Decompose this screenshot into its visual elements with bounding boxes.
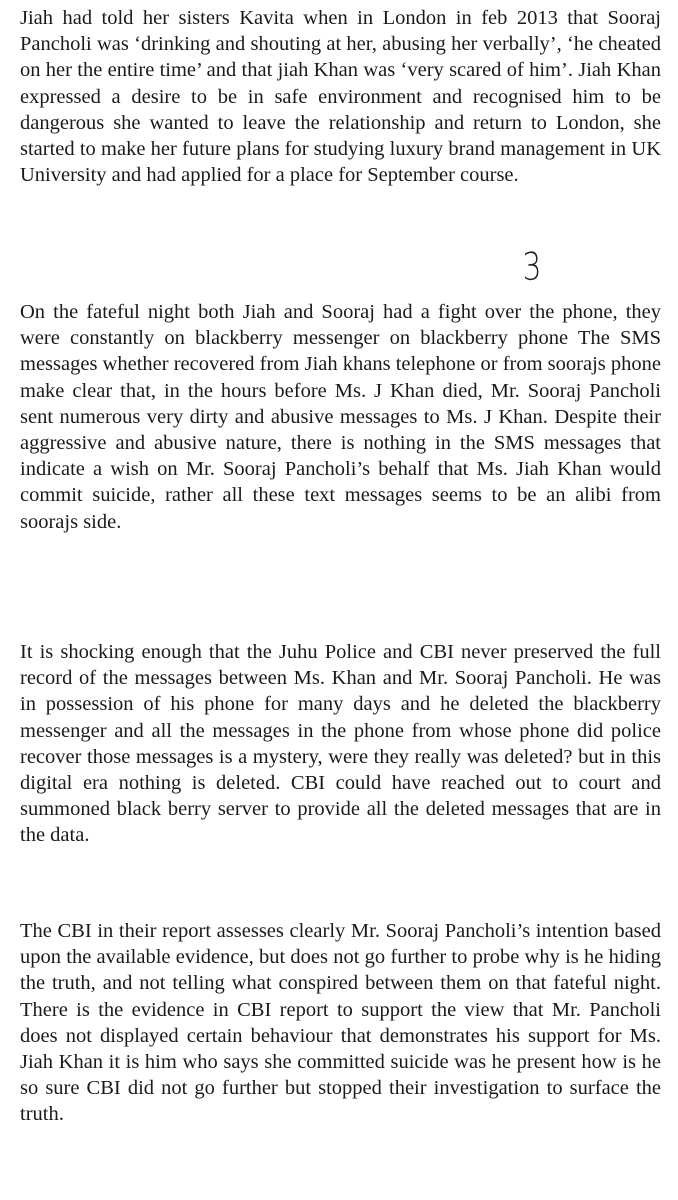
paragraph-sisters-testimony: Jiah had told her sisters Kavita when in London in feb 2013 that Sooraj Pancholi was ‘drinking and shouting at her, abusing her verbally’, ‘he cheated on her the entire time’ and that jiah Khan was ‘very scared of him’. Jiah Khan expressed a desire to be in safe environment and recognised him to be dangerous she wanted to leave the relationship and return to London, she started to make her future plans for studying luxury brand management in UK University and had applied for a place for September course. bbox=[20, 7, 661, 187]
paragraph-cbi-report: The CBI in their report assesses clearly Mr. Sooraj Pancholi’s intention based upon the available evidence, but does not go further to probe why is he hiding the truth, and not telling what conspired between them on that fateful night. There is the evidence in CBI report to support the view that Mr. Pancholi does not displayed certain behaviour that demonstrates his support for Ms. Jiah Khan it is him who says she committed suicide was he present how is he so sure CBI did not go further but stopped their investigation to surface the truth. bbox=[20, 920, 661, 1126]
paragraph-fateful-night: On the fateful night both Jiah and Sooraj had a fight over the phone, they were constantly on blackberry messenger on blackberry phone The SMS messages whether recovered from Jiah khans telephone or from soorajs phone make clear that, in the hours before Ms. J Khan died, Mr. Sooraj Pancholi sent numerous very dirty and abusive messages to Ms. J Khan. Despite their aggressive and abusive nature, there is nothing in the SMS messages that indicate a wish on Mr. Sooraj Pancholi’s behalf that Ms. Jiah Khan would commit suicide, rather all these text messages seems to be an alibi from soorajs side. bbox=[20, 301, 661, 533]
paragraph-deleted-messages: It is shocking enough that the Juhu Police and CBI never preserved the full record of the messages between Ms. Khan and Mr. Sooraj Pancholi. He was in possession of his phone for many days and he deleted the blackberry messenger and all the messages in the phone from whose phone did police recover those messages is a mystery, were they really was deleted? but in this digital era nothing is deleted. CBI could have reached out to court and summoned black berry server to provide all the deleted messages that are in the data. bbox=[20, 641, 661, 847]
handwritten-page-number: 3 bbox=[521, 244, 542, 289]
